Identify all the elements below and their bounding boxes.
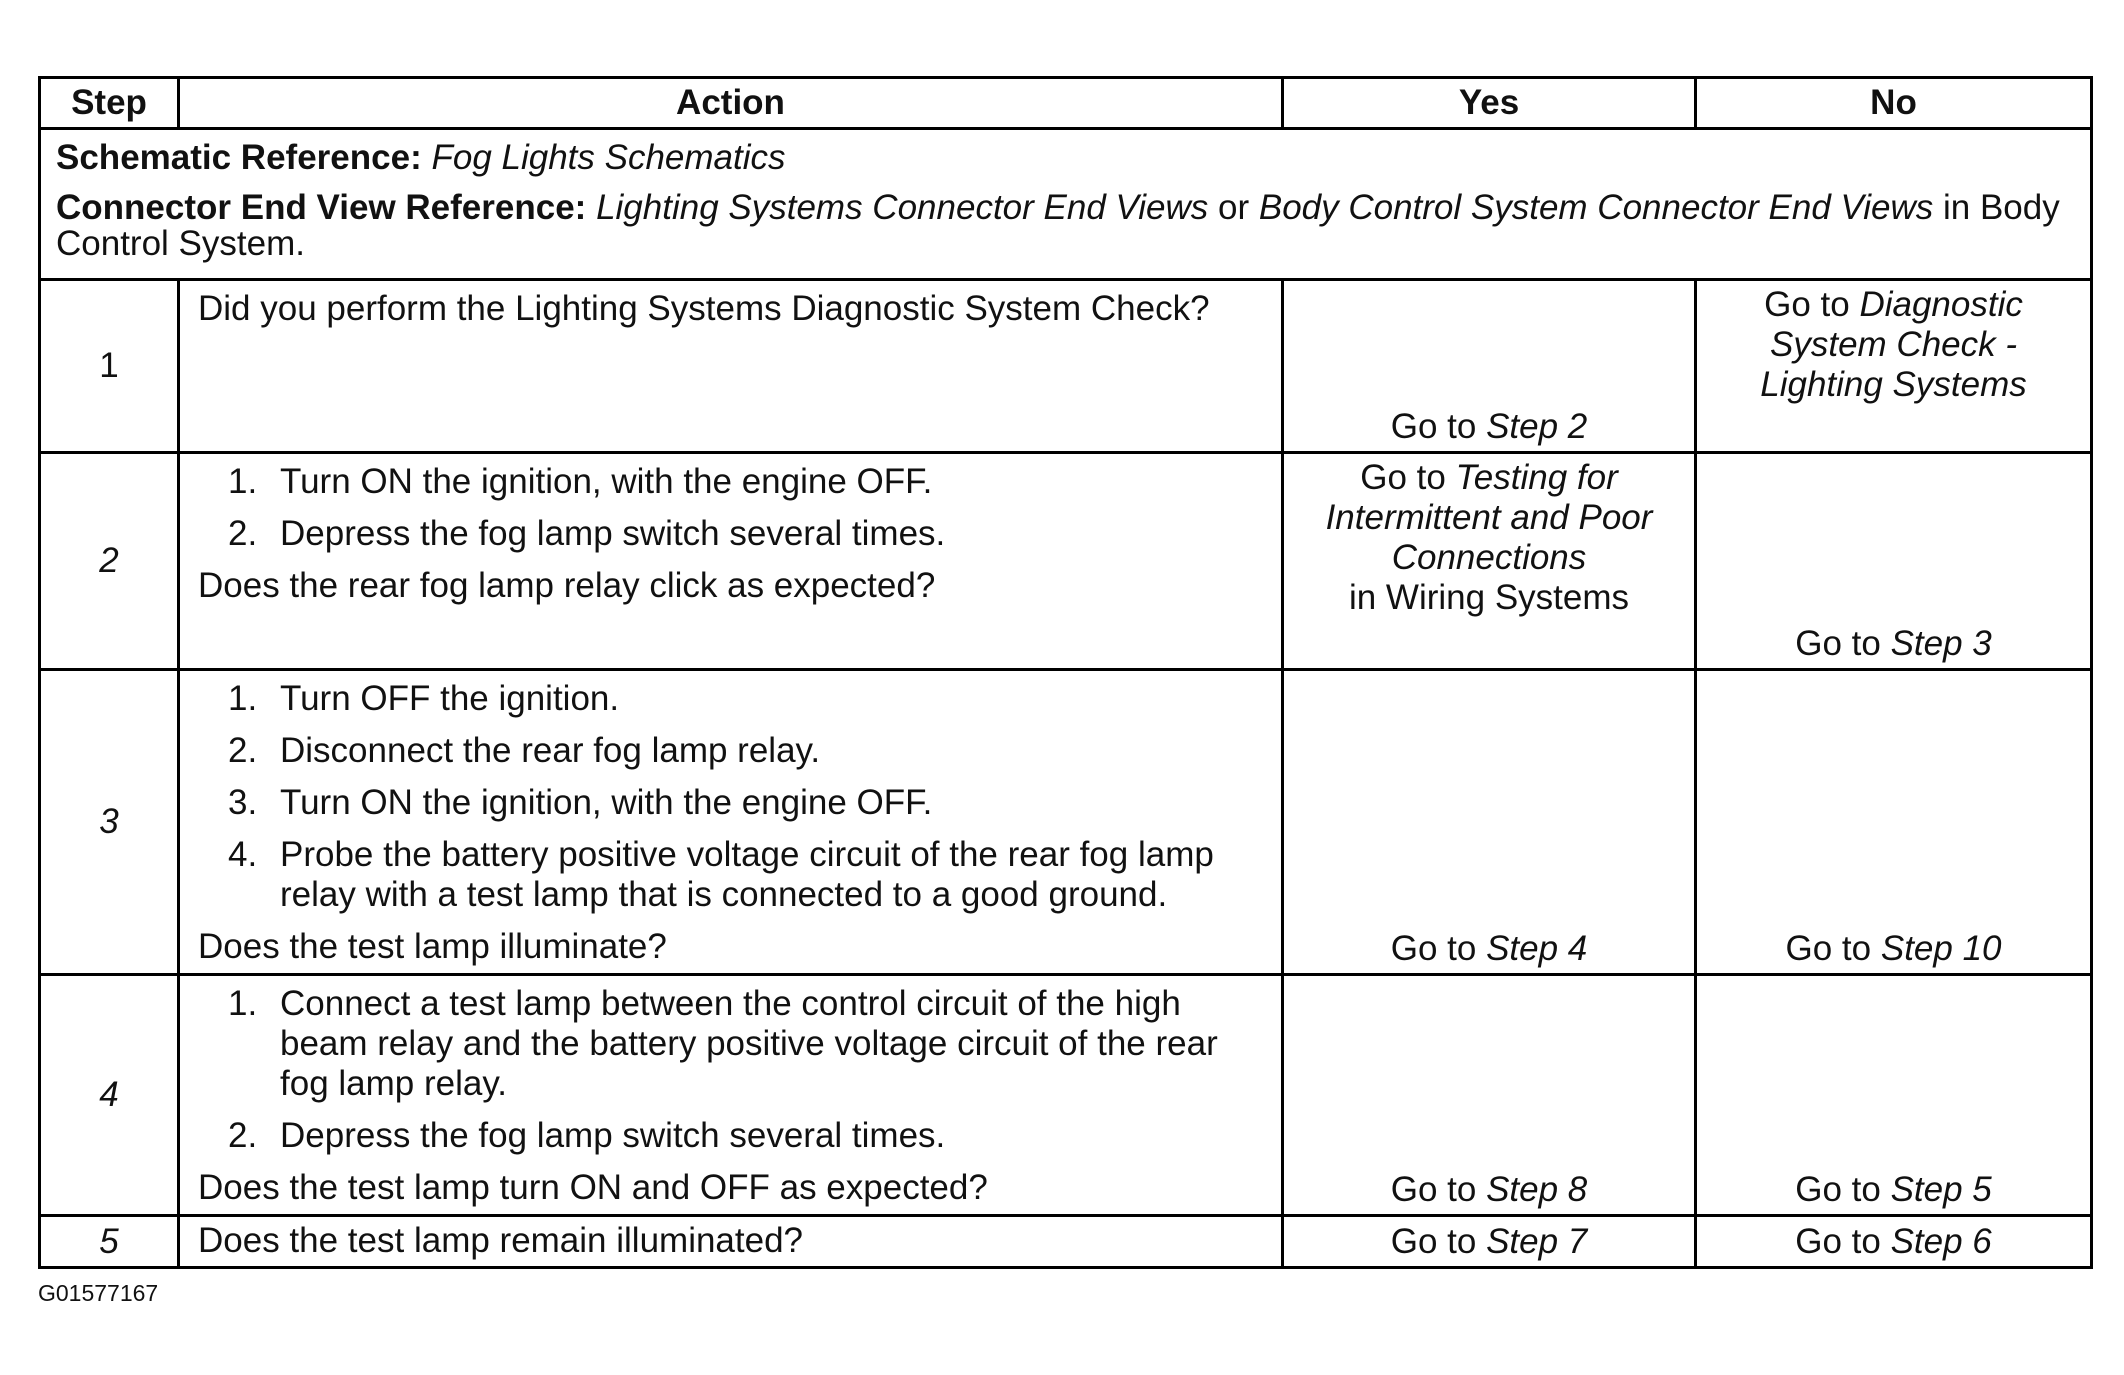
action-step-text: Turn ON the ignition, with the engine OFF. bbox=[280, 783, 933, 822]
yes-prefix: Go to bbox=[1390, 1170, 1477, 1209]
connector-reference bbox=[56, 190, 2075, 262]
action-step-text: Disconnect the rear fog lamp relay. bbox=[280, 731, 821, 770]
no-target: Step 10 bbox=[1880, 929, 2002, 968]
schematic-reference bbox=[56, 138, 2075, 178]
action-steps bbox=[198, 984, 1263, 1156]
action-question: Does the rear fog lamp relay click as expected? bbox=[198, 566, 936, 605]
yes-prefix: Go to bbox=[1390, 1221, 1477, 1261]
action-question: Does the test lamp illuminate? bbox=[198, 927, 667, 966]
yes-prefix: Go to bbox=[1390, 407, 1477, 446]
action-step bbox=[198, 1116, 1263, 1156]
header-no: No bbox=[1696, 78, 2092, 129]
reference-cell bbox=[40, 129, 2092, 280]
action-cell bbox=[179, 670, 1283, 975]
no-target: Step 3 bbox=[1890, 624, 1992, 663]
action-step-text: Depress the fog lamp switch several times. bbox=[280, 514, 946, 553]
connector-reference-suffix: in Body Control System. bbox=[56, 188, 2060, 263]
action-step bbox=[198, 679, 1263, 719]
yes-target: Step 8 bbox=[1486, 1170, 1588, 1209]
yes-suffix: in Wiring Systems bbox=[1348, 578, 1630, 617]
step-row bbox=[40, 975, 2092, 1216]
no-target: Step 6 bbox=[1890, 1221, 1992, 1261]
header-step: Step bbox=[40, 78, 179, 129]
yes-cell bbox=[1283, 670, 1696, 975]
no-prefix: Go to bbox=[1785, 929, 1872, 968]
step-row bbox=[40, 670, 2092, 975]
yes-cell bbox=[1283, 1216, 1696, 1268]
action-question: Does the test lamp remain illuminated? bbox=[198, 1221, 804, 1260]
action-steps bbox=[198, 462, 1263, 554]
action-step bbox=[198, 731, 1263, 771]
action-step bbox=[198, 462, 1263, 502]
action-step-text: Probe the battery positive voltage circuit of the rear fog lamp relay with a test lamp that is connected to a good ground. bbox=[280, 835, 1214, 914]
action-step-text: Depress the fog lamp switch several times. bbox=[280, 1116, 946, 1155]
connector-reference-value-2: Body Control System Connector End Views bbox=[1258, 188, 1934, 227]
action-step-text: Connect a test lamp between the control circuit of the high beam relay and the battery positive voltage circuit of the rear fog lamp relay. bbox=[280, 984, 1218, 1103]
no-prefix: Go to bbox=[1795, 1221, 1881, 1261]
action-step-number: 3. bbox=[228, 783, 258, 822]
no-cell bbox=[1696, 453, 2092, 670]
diagnostic-table bbox=[38, 76, 2093, 1269]
action-question: Did you perform the Lighting Systems Diagnostic System Check? bbox=[198, 289, 1210, 328]
action-step-number: 1. bbox=[228, 679, 258, 718]
action-steps bbox=[198, 679, 1263, 915]
action-step-number: 2. bbox=[228, 514, 258, 553]
step-row bbox=[40, 280, 2092, 453]
no-prefix: Go to bbox=[1764, 285, 1850, 324]
action-step-number: 1. bbox=[228, 984, 258, 1023]
connector-reference-value-1: Lighting Systems Connector End Views bbox=[596, 188, 1209, 227]
no-cell bbox=[1696, 975, 2092, 1216]
header-yes: Yes bbox=[1283, 78, 1696, 129]
action-step-text: Turn OFF the ignition. bbox=[280, 679, 620, 718]
yes-target: Testing for Intermittent and Poor Connections bbox=[1325, 458, 1653, 577]
step-number: 2 bbox=[40, 453, 179, 670]
header-row bbox=[40, 78, 2092, 129]
action-step bbox=[198, 835, 1263, 915]
action-step bbox=[198, 984, 1263, 1104]
no-target: Diagnostic System Check - Lighting Systems bbox=[1760, 285, 2027, 404]
yes-cell bbox=[1283, 280, 1696, 453]
action-step-number: 4. bbox=[228, 835, 258, 874]
action-cell bbox=[179, 1216, 1283, 1268]
action-step-number: 2. bbox=[228, 1116, 258, 1155]
action-cell bbox=[179, 453, 1283, 670]
figure-id: G01577167 bbox=[38, 1280, 159, 1306]
schematic-reference-label: Schematic Reference: bbox=[56, 138, 422, 177]
action-question: Does the test lamp turn ON and OFF as expected? bbox=[198, 1168, 988, 1207]
action-step-text: Turn ON the ignition, with the engine OFF. bbox=[280, 462, 933, 501]
action-cell bbox=[179, 975, 1283, 1216]
no-prefix: Go to bbox=[1795, 624, 1881, 663]
step-number: 1 bbox=[40, 280, 179, 453]
action-cell bbox=[179, 280, 1283, 453]
yes-target: Step 2 bbox=[1486, 407, 1588, 446]
step-row bbox=[40, 1216, 2092, 1268]
header-action: Action bbox=[179, 78, 1283, 129]
action-step-number: 1. bbox=[228, 462, 258, 501]
yes-target: Step 4 bbox=[1486, 929, 1588, 968]
no-prefix: Go to bbox=[1795, 1170, 1881, 1209]
schematic-reference-value: Fog Lights Schematics bbox=[431, 138, 786, 177]
reference-row bbox=[40, 129, 2092, 280]
yes-cell bbox=[1283, 975, 1696, 1216]
yes-cell bbox=[1283, 453, 1696, 670]
action-step bbox=[198, 514, 1263, 554]
step-number: 5 bbox=[40, 1216, 179, 1268]
no-cell bbox=[1696, 670, 2092, 975]
action-step bbox=[198, 783, 1263, 823]
yes-target: Step 7 bbox=[1486, 1221, 1588, 1261]
step-row bbox=[40, 453, 2092, 670]
no-target: Step 5 bbox=[1890, 1170, 1992, 1209]
action-step-number: 2. bbox=[228, 731, 258, 770]
no-cell bbox=[1696, 1216, 2092, 1268]
connector-reference-label: Connector End View Reference: bbox=[56, 188, 587, 227]
step-number: 4 bbox=[40, 975, 179, 1216]
step-number: 3 bbox=[40, 670, 179, 975]
connector-reference-or: or bbox=[1217, 188, 1250, 227]
yes-prefix: Go to bbox=[1360, 458, 1446, 497]
yes-prefix: Go to bbox=[1390, 929, 1477, 968]
no-cell bbox=[1696, 280, 2092, 453]
